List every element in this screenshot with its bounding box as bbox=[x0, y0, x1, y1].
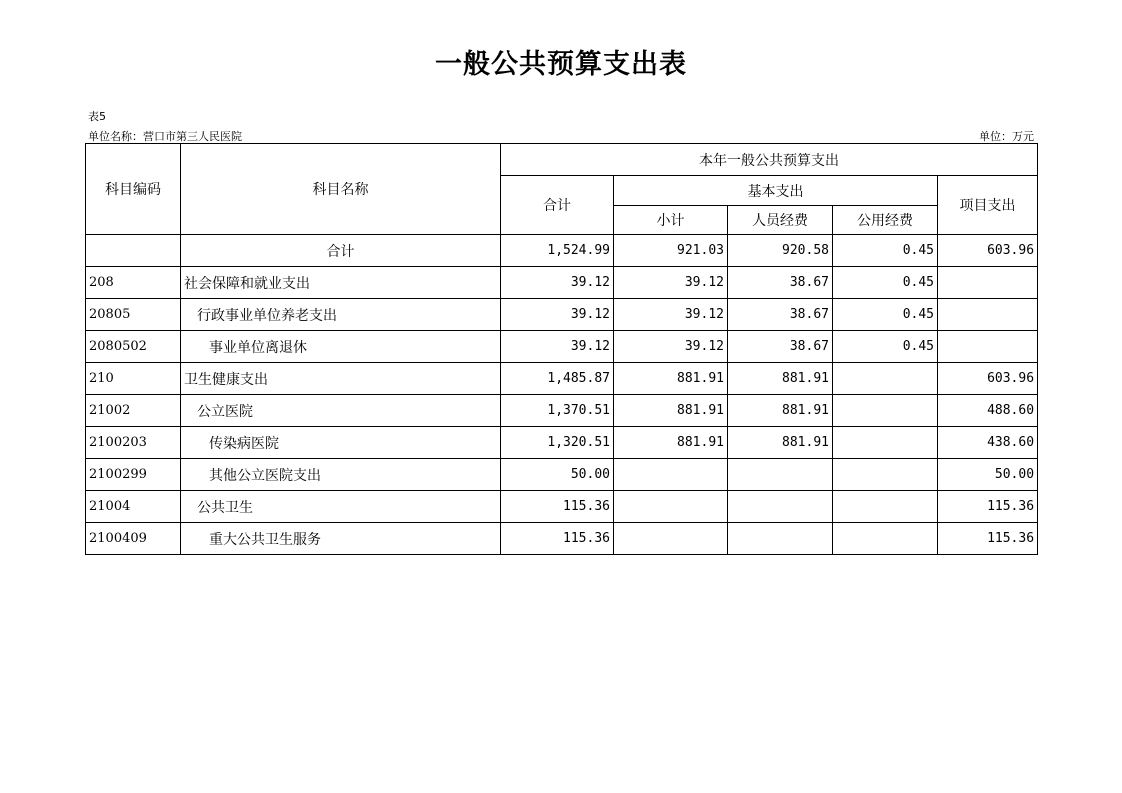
unit-name: 单位名称：营口市第三人民医院 bbox=[88, 130, 242, 143]
row-name: 重大公共卫生服务 bbox=[181, 523, 501, 555]
row-public bbox=[833, 363, 938, 395]
currency-unit: 单位：万元 bbox=[979, 130, 1034, 143]
row-total: 1,320.51 bbox=[501, 427, 614, 459]
row-total: 50.00 bbox=[501, 459, 614, 491]
row-name: 社会保障和就业支出 bbox=[181, 267, 501, 299]
row-subtotal: 881.91 bbox=[614, 363, 728, 395]
row-code: 21004 bbox=[86, 491, 181, 523]
row-total: 115.36 bbox=[501, 523, 614, 555]
row-public bbox=[833, 523, 938, 555]
page-title: 一般公共预算支出表 bbox=[435, 49, 687, 80]
row-project: 603.96 bbox=[938, 363, 1038, 395]
table-row bbox=[86, 331, 1038, 363]
table-row bbox=[86, 395, 1038, 427]
row-total: 1,524.99 bbox=[501, 235, 614, 267]
row-code: 2100409 bbox=[86, 523, 181, 555]
row-subtotal: 39.12 bbox=[614, 331, 728, 363]
row-public: 0.45 bbox=[833, 331, 938, 363]
row-code: 2080502 bbox=[86, 331, 181, 363]
row-total: 115.36 bbox=[501, 491, 614, 523]
row-project: 50.00 bbox=[938, 459, 1038, 491]
row-name: 公共卫生 bbox=[181, 491, 501, 523]
row-total: 39.12 bbox=[501, 331, 614, 363]
header-basic: 基本支出 bbox=[614, 176, 938, 206]
row-personnel: 881.91 bbox=[728, 395, 833, 427]
table-row bbox=[86, 427, 1038, 459]
row-name: 卫生健康支出 bbox=[181, 363, 501, 395]
row-total: 39.12 bbox=[501, 267, 614, 299]
row-subtotal bbox=[614, 459, 728, 491]
row-name: 行政事业单位养老支出 bbox=[181, 299, 501, 331]
row-personnel bbox=[728, 459, 833, 491]
row-name: 合计 bbox=[181, 235, 501, 267]
row-public bbox=[833, 427, 938, 459]
row-name: 事业单位离退休 bbox=[181, 331, 501, 363]
table-row bbox=[86, 459, 1038, 491]
table-row bbox=[86, 299, 1038, 331]
row-project bbox=[938, 299, 1038, 331]
row-total: 1,485.87 bbox=[501, 363, 614, 395]
row-project bbox=[938, 267, 1038, 299]
row-subtotal bbox=[614, 491, 728, 523]
row-public: 0.45 bbox=[833, 299, 938, 331]
header-name: 科目名称 bbox=[181, 144, 501, 235]
header-project: 项目支出 bbox=[938, 176, 1038, 235]
row-project: 115.36 bbox=[938, 523, 1038, 555]
row-subtotal: 39.12 bbox=[614, 299, 728, 331]
header-group: 本年一般公共预算支出 bbox=[501, 144, 1038, 176]
row-subtotal: 881.91 bbox=[614, 427, 728, 459]
row-name: 公立医院 bbox=[181, 395, 501, 427]
row-public bbox=[833, 491, 938, 523]
row-code: 21002 bbox=[86, 395, 181, 427]
header-subtotal: 小计 bbox=[614, 206, 728, 235]
row-project: 115.36 bbox=[938, 491, 1038, 523]
table-row bbox=[86, 267, 1038, 299]
row-subtotal: 921.03 bbox=[614, 235, 728, 267]
row-name: 传染病医院 bbox=[181, 427, 501, 459]
row-personnel: 38.67 bbox=[728, 267, 833, 299]
row-subtotal bbox=[614, 523, 728, 555]
header-code: 科目编码 bbox=[86, 144, 181, 235]
row-project bbox=[938, 331, 1038, 363]
row-subtotal: 39.12 bbox=[614, 267, 728, 299]
row-public bbox=[833, 395, 938, 427]
row-code: 20805 bbox=[86, 299, 181, 331]
row-personnel: 38.67 bbox=[728, 299, 833, 331]
row-name: 其他公立医院支出 bbox=[181, 459, 501, 491]
row-personnel: 881.91 bbox=[728, 363, 833, 395]
row-code: 2100203 bbox=[86, 427, 181, 459]
row-personnel: 920.58 bbox=[728, 235, 833, 267]
table-row bbox=[86, 491, 1038, 523]
row-personnel bbox=[728, 491, 833, 523]
budget-expenditure-table bbox=[85, 143, 1038, 555]
row-subtotal: 881.91 bbox=[614, 395, 728, 427]
header-personnel: 人员经费 bbox=[728, 206, 833, 235]
row-code: 208 bbox=[86, 267, 181, 299]
table-row-total bbox=[86, 235, 1038, 267]
row-personnel: 38.67 bbox=[728, 331, 833, 363]
row-project: 438.60 bbox=[938, 427, 1038, 459]
row-personnel: 881.91 bbox=[728, 427, 833, 459]
row-project: 603.96 bbox=[938, 235, 1038, 267]
row-code: 210 bbox=[86, 363, 181, 395]
table-row bbox=[86, 523, 1038, 555]
row-personnel bbox=[728, 523, 833, 555]
row-total: 1,370.51 bbox=[501, 395, 614, 427]
header-public: 公用经费 bbox=[833, 206, 938, 235]
row-code bbox=[86, 235, 181, 267]
table-number: 表5 bbox=[88, 110, 106, 123]
row-public bbox=[833, 459, 938, 491]
row-total: 39.12 bbox=[501, 299, 614, 331]
header-total: 合计 bbox=[501, 176, 614, 235]
row-code: 2100299 bbox=[86, 459, 181, 491]
row-project: 488.60 bbox=[938, 395, 1038, 427]
row-public: 0.45 bbox=[833, 235, 938, 267]
row-public: 0.45 bbox=[833, 267, 938, 299]
table-row bbox=[86, 363, 1038, 395]
